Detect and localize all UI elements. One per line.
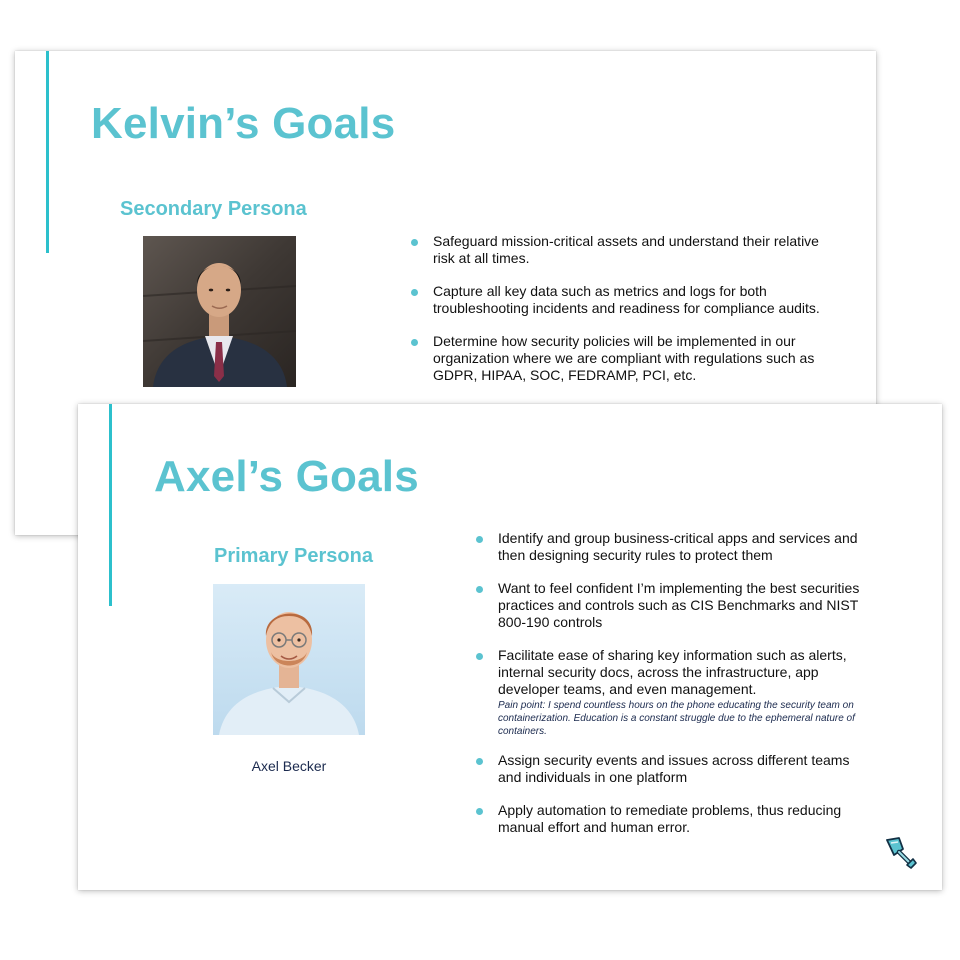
goal-item <box>476 530 876 564</box>
goal-text: Apply automation to remediate problems, thus reducing manual effort and human error. <box>498 802 842 835</box>
persona-photo-kelvin <box>143 236 296 387</box>
persona-label: Secondary Persona <box>120 198 307 220</box>
persona-name: Axel Becker <box>251 758 327 774</box>
goal-text: Assign security events and issues across different teams and individuals in one platform <box>498 752 850 785</box>
shovel-logo-icon <box>884 836 918 870</box>
goal-item: Safeguard mission-critical assets and understand their relative risk at all times. <box>411 233 831 267</box>
persona-label: Primary Persona <box>214 545 373 567</box>
persona-photo-axel <box>213 584 365 735</box>
goals-list <box>476 530 876 852</box>
goal-item <box>476 580 876 631</box>
goal-item <box>476 647 876 738</box>
goal-text: Identify and group business-critical apps and services and then designing security rules to protect them <box>498 530 858 563</box>
goal-item: Capture all key data such as metrics and logs for both troubleshooting incidents and readiness for compliance audits. <box>411 283 831 317</box>
goal-item <box>476 752 876 786</box>
goal-item: Determine how security policies will be implemented in our organization where we are compliant with regulations such as GDPR, HIPAA, SOC, FEDRAMP, PCI, etc. <box>411 333 831 384</box>
slide-title: Kelvin’s Goals <box>91 99 396 148</box>
goal-text: Want to feel confident I’m implementing the best securities practices and controls such as CIS Benchmarks and NIST 800-190 controls <box>498 580 860 630</box>
goal-item <box>476 802 876 836</box>
accent-bar <box>46 51 49 253</box>
pain-point-note: Pain point: I spend countless hours on the phone educating the security team on containerization. Education is a constant struggle due to the ephemeral nature of containers. <box>498 700 855 737</box>
goal-text: Facilitate ease of sharing key information such as alerts, internal security docs, across the infrastructure, app developer teams, and even management. <box>498 647 847 697</box>
slide-axel-goals <box>78 404 942 890</box>
slide-title: Axel’s Goals <box>154 452 419 501</box>
accent-bar <box>109 404 112 606</box>
goals-list <box>411 233 831 400</box>
